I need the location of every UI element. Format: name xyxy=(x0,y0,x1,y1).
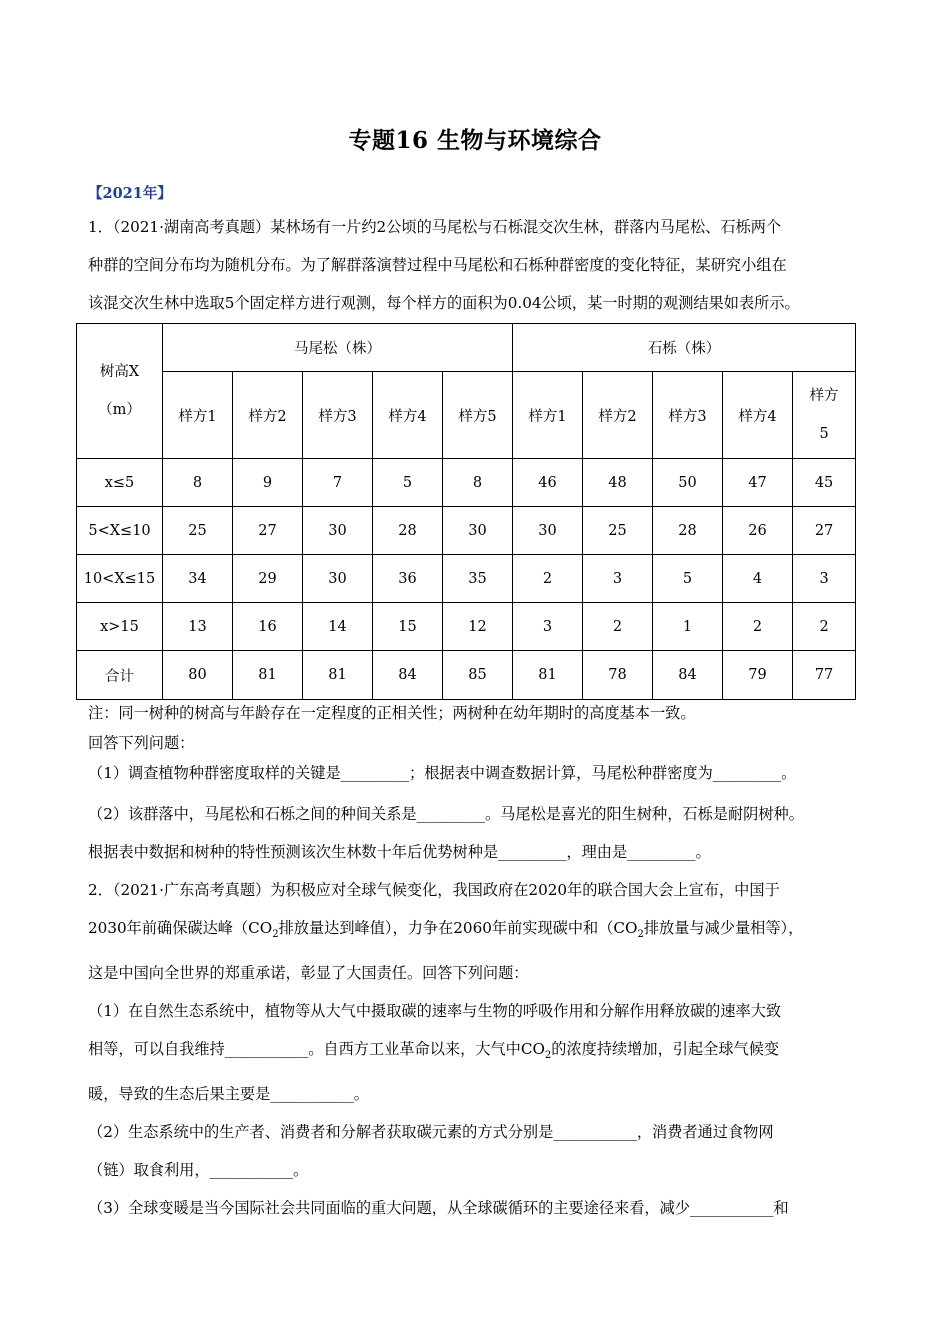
table-cell: 85 xyxy=(443,651,513,700)
table-cell: 3 xyxy=(583,555,653,603)
co2-subscript: 2 xyxy=(637,929,644,941)
plot-header: 样方3 xyxy=(653,372,723,459)
header-tree-height xyxy=(77,324,163,459)
table-cell: 84 xyxy=(373,651,443,700)
q1-sub2-line-1: （2）该群落中，马尾松和石栎之间的种间关系是_________。马尾松是喜光的阳生树种，石栎是耐阴树种。 xyxy=(88,805,804,823)
table-cell: 30 xyxy=(513,507,583,555)
table-cell: 4 xyxy=(723,555,793,603)
table-cell: 27 xyxy=(793,507,856,555)
table-cell: 35 xyxy=(443,555,513,603)
plot-header: 样方1 xyxy=(163,372,233,459)
table-cell: 3 xyxy=(793,555,856,603)
table-cell: 30 xyxy=(303,507,373,555)
table-cell: 5 xyxy=(653,555,723,603)
plot-header: 样方5 xyxy=(443,372,513,459)
q2-p3-line-1: （3）全球变暖是当今国际社会共同面临的重大问题，从全球碳循环的主要途径来看，减少___________和 xyxy=(88,1199,789,1218)
q2-line-2 xyxy=(88,919,804,941)
q2-line-1: 2．（2021·广东高考真题）为积极应对全球气候变化，我国政府在2020年的联合国大会上宣布，中国于 xyxy=(88,881,780,899)
q2-p1-line-2-part-b: 的浓度持续增加，引起全球气候变 xyxy=(551,1040,780,1059)
page-title: 专题16 生物与环境综合 xyxy=(348,127,602,154)
plots-header-row xyxy=(77,372,856,459)
plot-header: 样方4 xyxy=(723,372,793,459)
q1-sub2 xyxy=(88,795,863,1227)
table-cell: 8 xyxy=(443,459,513,507)
table-row xyxy=(77,507,856,555)
table-cell: 79 xyxy=(723,651,793,700)
table-cell: 27 xyxy=(233,507,303,555)
table-cell: 78 xyxy=(583,651,653,700)
table-cell: 34 xyxy=(163,555,233,603)
table-cell: 8 xyxy=(163,459,233,507)
plot-header-label: 样方5 xyxy=(809,388,839,442)
q2-p1-line-2 xyxy=(88,1040,780,1062)
table-cell: 50 xyxy=(653,459,723,507)
table-cell: 9 xyxy=(233,459,303,507)
table-cell: 29 xyxy=(233,555,303,603)
table-row xyxy=(77,603,856,651)
co2-subscript: 2 xyxy=(272,929,279,941)
q1-intro-line-3: 该混交次生林中选取5个固定样方进行观测，每个样方的面积为0.04公顷，某一时期的观测结果如表所示。 xyxy=(88,294,800,312)
plot-header: 样方2 xyxy=(583,372,653,459)
q1-intro xyxy=(88,208,863,322)
year-tag: 【2021年】 xyxy=(88,185,172,202)
table-cell: 46 xyxy=(513,459,583,507)
table-cell: 28 xyxy=(653,507,723,555)
q1-intro-line-2: 种群的空间分布均为随机分布。为了解群落演替过程中马尾松和石栎种群密度的变化特征，某研究小组在 xyxy=(88,256,787,274)
q2-p1-line-3: 暖，导致的生态后果主要是___________。 xyxy=(88,1085,369,1104)
table-cell: 16 xyxy=(233,603,303,651)
table-cell: 25 xyxy=(163,507,233,555)
q1-notes xyxy=(88,698,863,788)
row-label: 合计 xyxy=(77,651,163,700)
table-cell: 30 xyxy=(303,555,373,603)
table-cell: 45 xyxy=(793,459,856,507)
header-masson-pine: 马尾松（株） xyxy=(163,324,513,372)
table-cell: 1 xyxy=(653,603,723,651)
row-label: x>15 xyxy=(77,603,163,651)
table-cell: 80 xyxy=(163,651,233,700)
header-tree-height-label: 树高X（m） xyxy=(98,364,141,418)
table-cell: 28 xyxy=(373,507,443,555)
q2-p2-line-2: （链）取食利用，___________。 xyxy=(88,1161,309,1180)
q2-line-3: 这是中国向全世界的郑重承诺，彰显了大国责任。回答下列问题： xyxy=(88,964,529,983)
table-cell: 7 xyxy=(303,459,373,507)
table-cell: 81 xyxy=(513,651,583,700)
table-cell: 84 xyxy=(653,651,723,700)
q2-p1-line-1: （1）在自然生态系统中，植物等从大气中摄取碳的速率与生物的呼吸作用和分解作用释放碳的速率大致 xyxy=(88,1002,782,1021)
table-cell: 48 xyxy=(583,459,653,507)
table-row xyxy=(77,459,856,507)
row-label: 10<X≤15 xyxy=(77,555,163,603)
table-row-total xyxy=(77,651,856,700)
plot-header: 样方2 xyxy=(233,372,303,459)
table-cell: 25 xyxy=(583,507,653,555)
table-cell: 2 xyxy=(723,603,793,651)
q2-line-2-part-a: 2030年前确保碳达峰（CO xyxy=(88,919,273,937)
table-cell: 2 xyxy=(583,603,653,651)
table-cell: 13 xyxy=(163,603,233,651)
table-cell: 12 xyxy=(443,603,513,651)
q1-intro-line-1: 1．（2021·湖南高考真题）某林场有一片约2公顷的马尾松与石栎混交次生林，群落内马尾松、石栎两个 xyxy=(88,218,782,236)
co2-subscript: 2 xyxy=(544,1050,552,1062)
table-cell: 77 xyxy=(793,651,856,700)
table-cell: 81 xyxy=(303,651,373,700)
table-cell: 30 xyxy=(443,507,513,555)
table-row xyxy=(77,555,856,603)
table-cell: 5 xyxy=(373,459,443,507)
q1-prompt: 回答下列问题： xyxy=(88,734,195,752)
table-cell: 2 xyxy=(793,603,856,651)
plot-header: 样方3 xyxy=(303,372,373,459)
table-cell: 26 xyxy=(723,507,793,555)
table-cell: 36 xyxy=(373,555,443,603)
q2-p2-line-1: （2）生态系统中的生产者、消费者和分解者获取碳元素的方式分别是___________，消费者通过食物网 xyxy=(88,1123,774,1142)
q1-sub2-line-2: 根据表中数据和树种的特性预测该次生林数十年后优势树种是_________，理由是_________。 xyxy=(88,843,711,861)
header-stone-oak: 石栎（株） xyxy=(513,324,856,372)
table-cell: 15 xyxy=(373,603,443,651)
row-label: 5<X≤10 xyxy=(77,507,163,555)
q2-line-2-part-b: 排放量达到峰值），力争在2060年前实现碳中和（CO xyxy=(278,919,638,937)
row-label: x≤5 xyxy=(77,459,163,507)
table-cell: 47 xyxy=(723,459,793,507)
table-cell: 81 xyxy=(233,651,303,700)
q2-p1-line-2-part-a: 相等，可以自我维持___________。自西方工业革命以来，大气中CO xyxy=(88,1040,545,1059)
plot-header: 样方4 xyxy=(373,372,443,459)
q1-sub1: （1）调查植物种群密度取样的关键是_________；根据表中调查数据计算，马尾松种群密度为_________。 xyxy=(88,764,797,782)
q1-note: 注：同一树种的树高与年龄存在一定程度的正相关性；两树种在幼年期时的高度基本一致。 xyxy=(88,704,696,722)
plot-header: 样方1 xyxy=(513,372,583,459)
table-cell: 2 xyxy=(513,555,583,603)
plot-header xyxy=(793,372,856,459)
table-cell: 3 xyxy=(513,603,583,651)
q2-line-2-part-c: 排放量与减少量相等）， xyxy=(643,919,804,937)
tree-height-table xyxy=(76,323,856,700)
table-cell: 14 xyxy=(303,603,373,651)
